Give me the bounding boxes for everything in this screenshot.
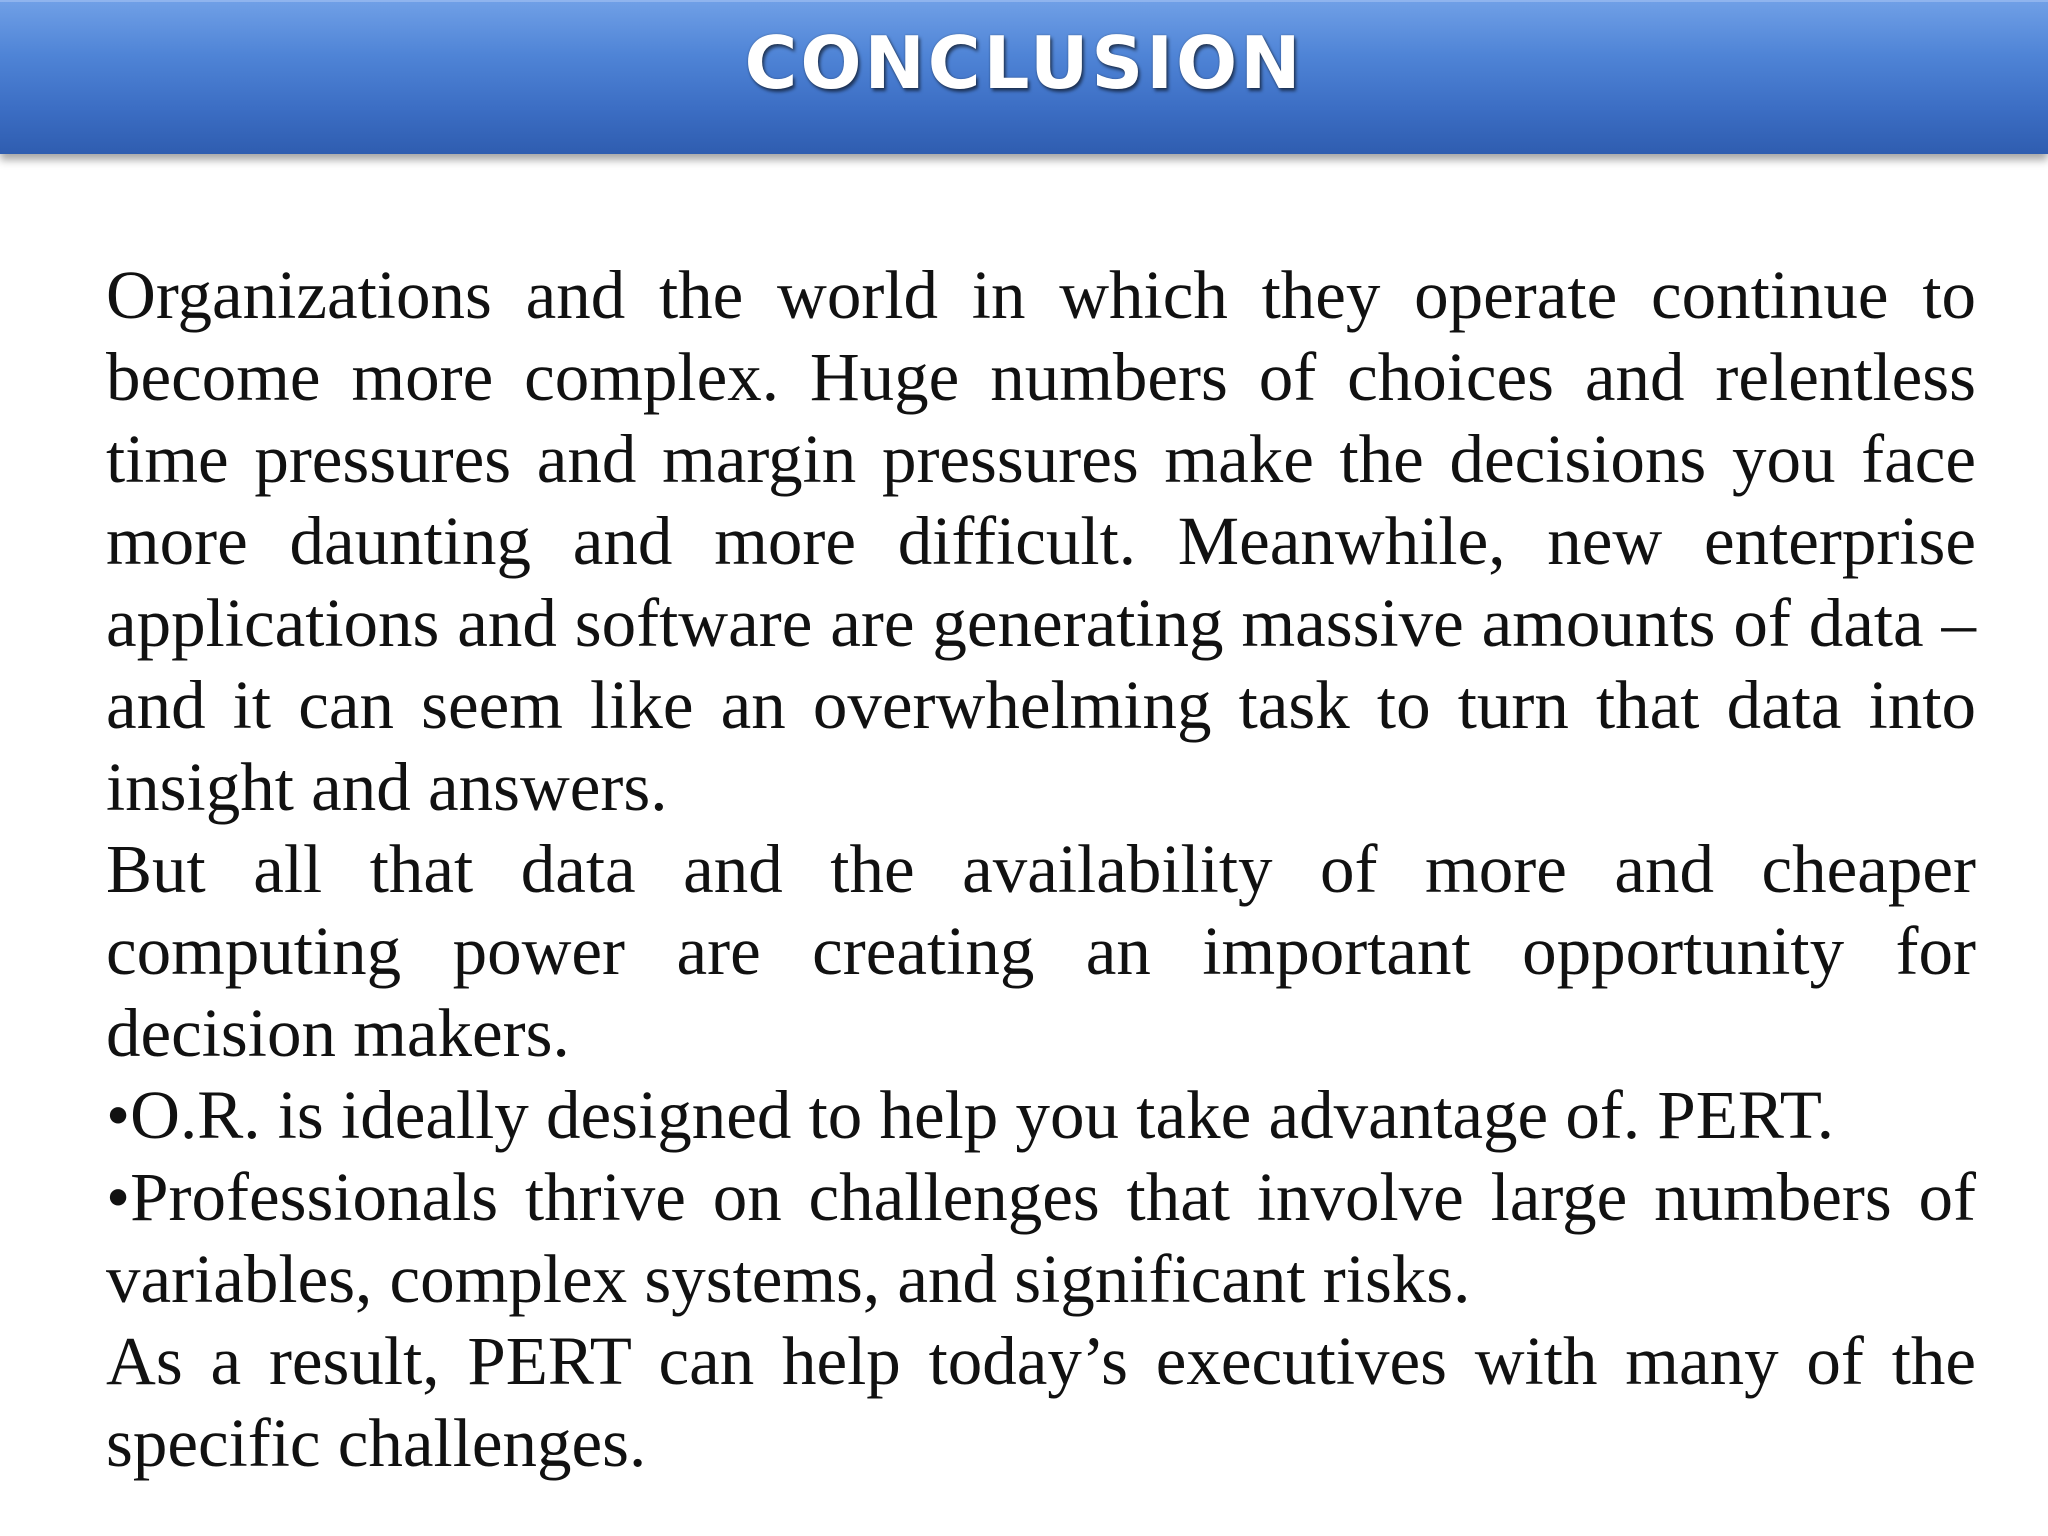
- slide-body: [106, 254, 1976, 1484]
- paragraph-intro: Organizations and the world in which they operate continue to become more complex. Huge numbers of choices and relentless time pressures and margin pressures make the decisions you face more daunting and more difficult. Meanwhile, new enterprise applications and software are generating massive amounts of data – and it can seem like an overwhelming task to turn that data into insight and answers.: [106, 257, 1976, 825]
- paragraph-result: As a result, PERT can help today’s executives with many of the specific challenges.: [106, 1323, 1976, 1481]
- bullet-professionals: •Professionals thrive on challenges that involve large numbers of variables, complex systems, and significant risks.: [106, 1159, 1976, 1317]
- bullet-or-designed: •O.R. is ideally designed to help you take advantage of. PERT.: [106, 1077, 1835, 1153]
- title-bar: [0, 0, 2048, 154]
- paragraph-opportunity: But all that data and the availability of more and cheaper computing power are creating an important opportunity for decision makers.: [106, 831, 1976, 1071]
- slide-title: CONCLUSION: [744, 21, 1304, 105]
